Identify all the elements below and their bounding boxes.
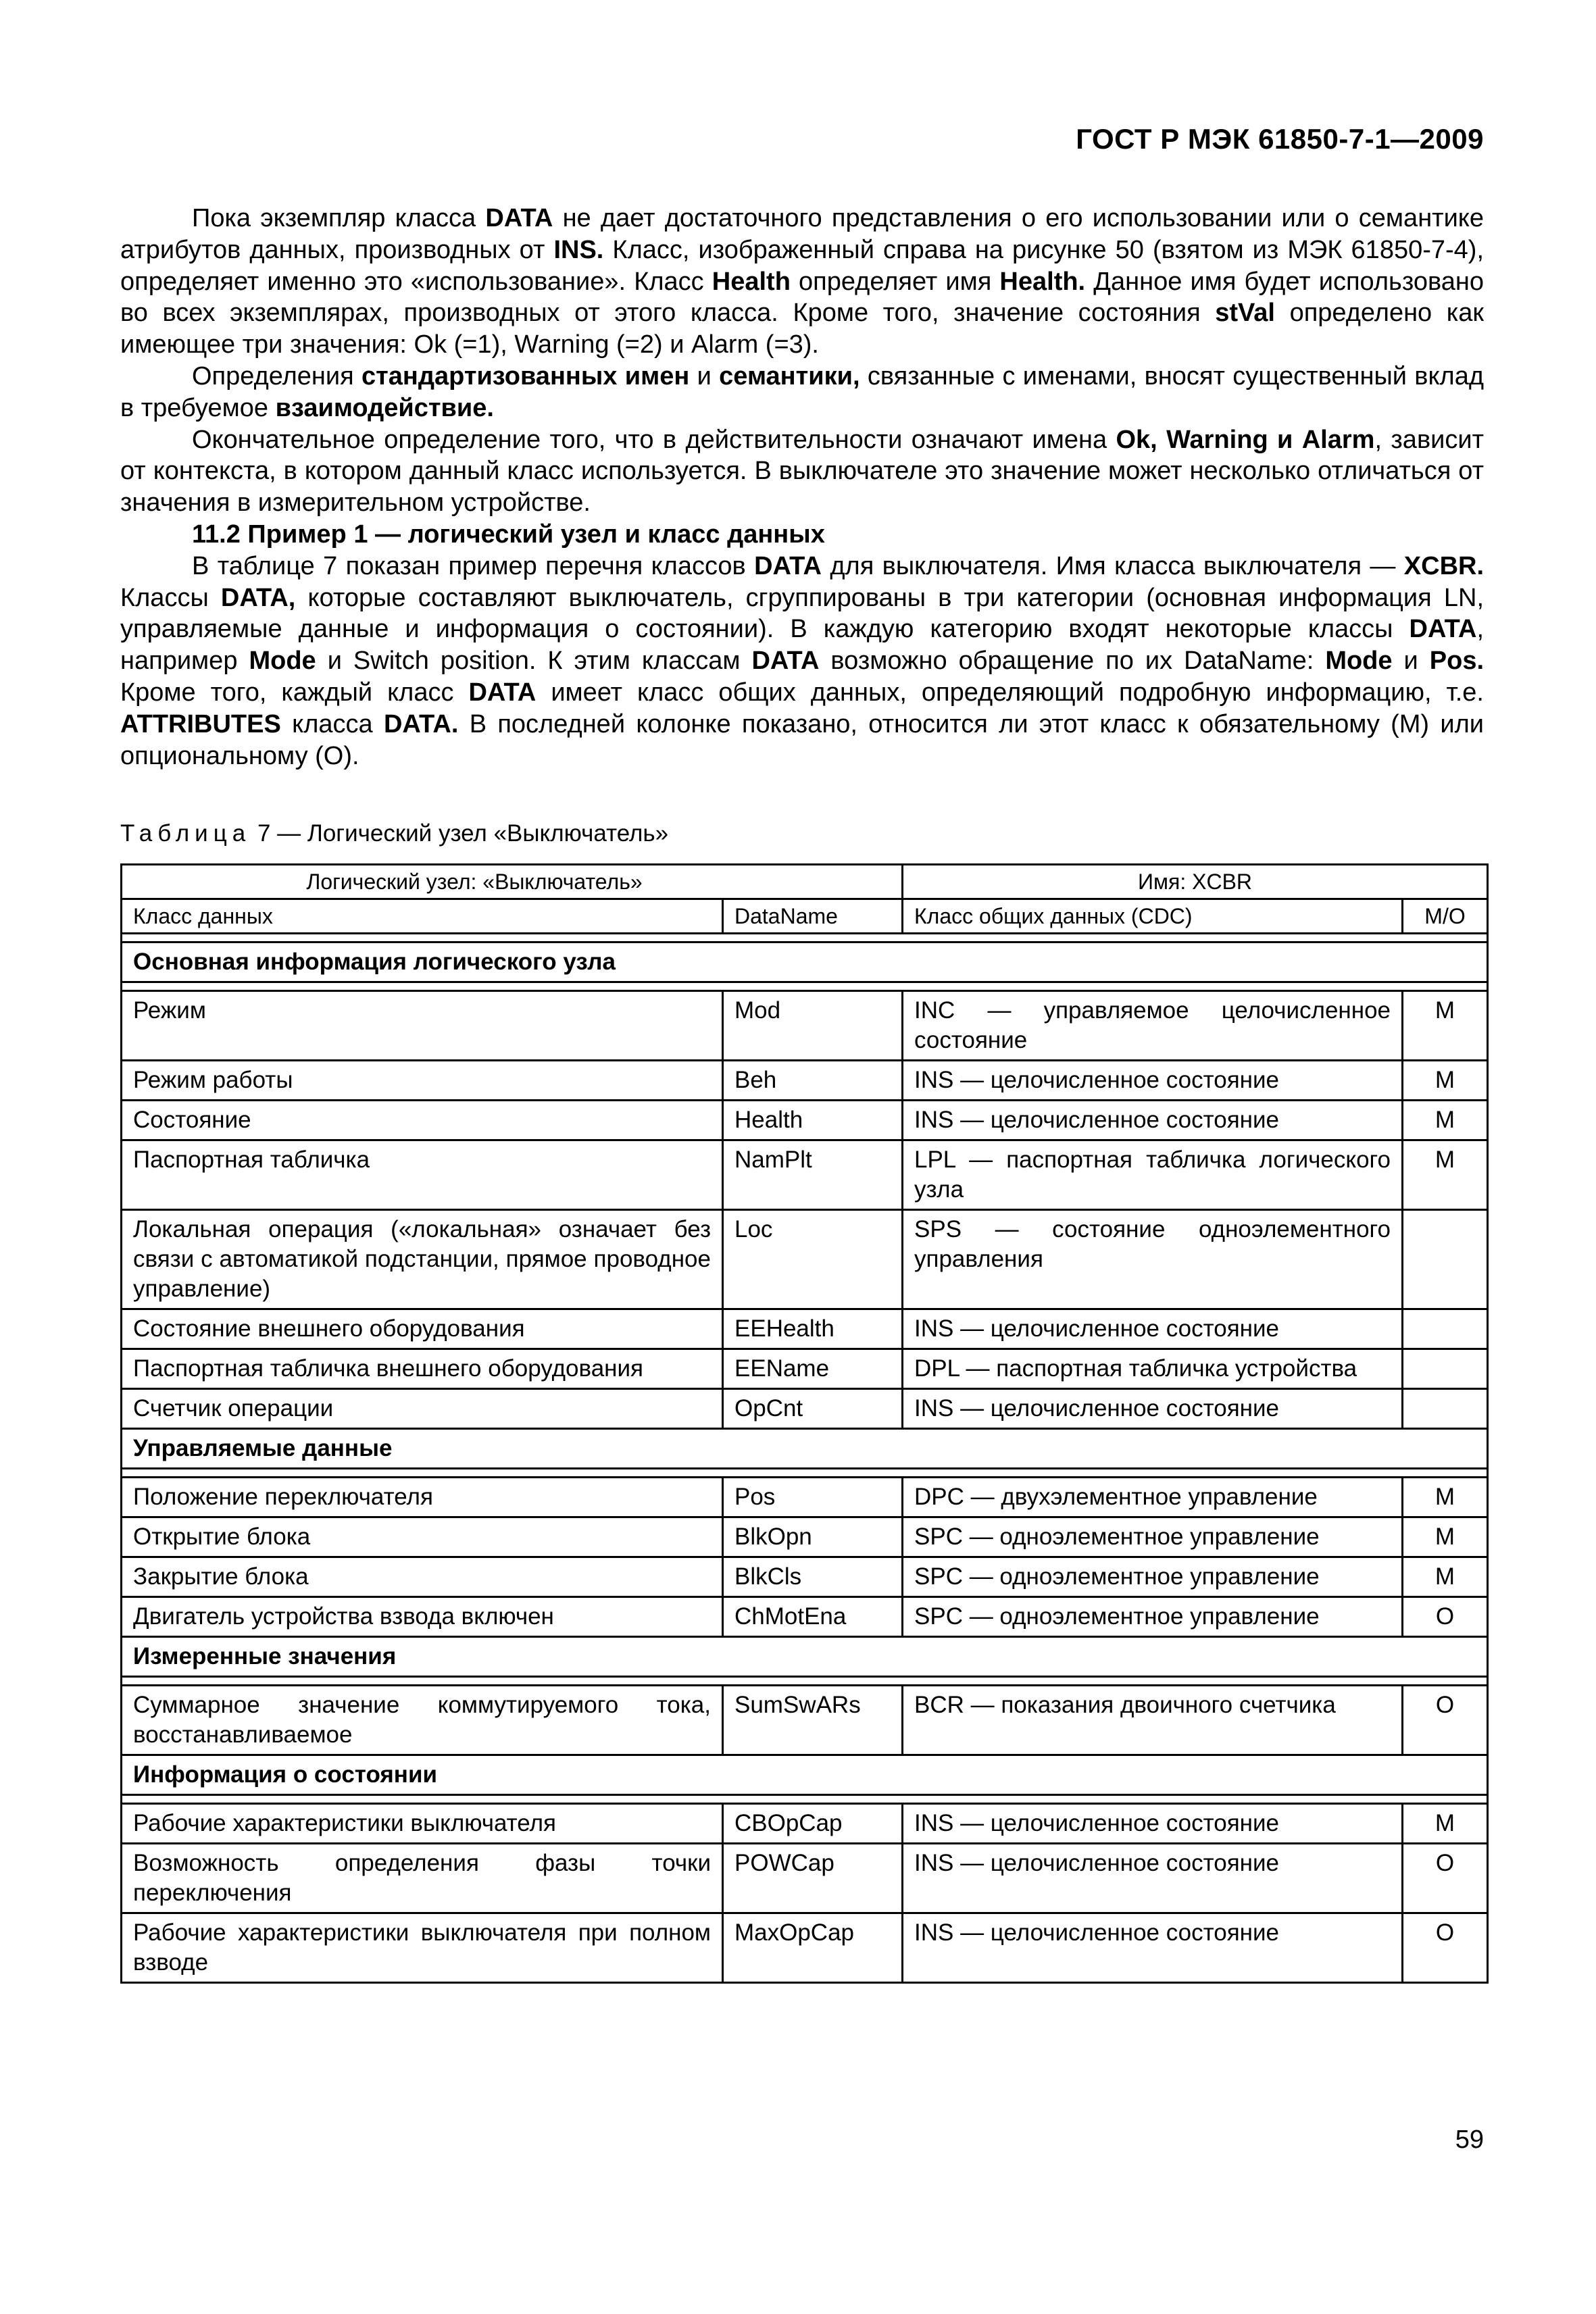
text-run: и bbox=[1392, 647, 1430, 676]
cell-data-class: Режим bbox=[122, 991, 723, 1061]
cell-mo bbox=[1403, 1389, 1488, 1429]
table-row bbox=[122, 1389, 1488, 1429]
bold-run: DATA bbox=[751, 647, 820, 676]
paragraph-2 bbox=[120, 361, 1484, 424]
cell-cdc: INC — управляемое целочисленное состояние bbox=[903, 991, 1403, 1061]
cell-mo: M bbox=[1403, 1140, 1488, 1210]
bold-run: DATA, bbox=[220, 583, 296, 612]
cell-mo: O bbox=[1403, 1686, 1488, 1755]
cell-dataname: CBOpCap bbox=[723, 1804, 903, 1844]
cell-mo bbox=[1403, 1349, 1488, 1389]
cell-mo bbox=[1403, 1210, 1488, 1309]
cell-mo: M bbox=[1403, 1478, 1488, 1517]
table-row bbox=[122, 1061, 1488, 1101]
cell-cdc: INS — целочисленное состояние bbox=[903, 1913, 1403, 1983]
cell-data-class: Режим работы bbox=[122, 1061, 723, 1101]
text-run: которые составляют выключатель, сгруппированы в три категории (основная информация LN, управляемые данные и информация о состоянии). В каждую категорию входят некоторые классы bbox=[120, 583, 1485, 644]
table-row bbox=[122, 1349, 1488, 1389]
table-row bbox=[122, 1804, 1488, 1844]
cell-dataname: Health bbox=[723, 1101, 903, 1140]
cell-cdc: DPL — паспортная табличка устройства bbox=[903, 1349, 1403, 1389]
cell-data-class: Состояние внешнего оборудования bbox=[122, 1309, 723, 1349]
table-caption bbox=[120, 820, 668, 847]
cell-data-class: Паспортная табличка внешнего оборудования bbox=[122, 1349, 723, 1389]
cell-data-class: Открытие блока bbox=[122, 1517, 723, 1557]
cell-mo: M bbox=[1403, 1557, 1488, 1597]
cell-dataname: BlkCls bbox=[723, 1557, 903, 1597]
bold-run: стандартизованных имен bbox=[361, 361, 690, 391]
bold-run: DATA bbox=[468, 678, 537, 707]
text-run: определено как имеющее три значения: Ok (=1), Warning (=2) и Alarm (=3). bbox=[120, 299, 1484, 359]
table-row bbox=[122, 991, 1488, 1061]
text-run: связанные с именами, вносят существенный вклад в требуемое bbox=[120, 361, 1485, 422]
table-row bbox=[122, 1557, 1488, 1597]
cell-data-class: Паспортная табличка bbox=[122, 1140, 723, 1210]
text-run: Определения bbox=[192, 361, 362, 391]
text-run: , зависит от контекста, в котором данный класс используется. В выключателе это значение может несколько отличаться от значения в измерительном устройстве. bbox=[120, 425, 1484, 518]
page-number: 59 bbox=[1455, 2126, 1484, 2154]
bold-run: XCBR. bbox=[1403, 551, 1485, 580]
logical-node-table bbox=[120, 863, 1489, 1984]
text-run: Кроме того, каждый класс bbox=[120, 678, 469, 707]
bold-run: stVal bbox=[1215, 299, 1275, 328]
paragraph-1 bbox=[120, 203, 1484, 361]
bold-run: взаимодействие. bbox=[275, 393, 494, 422]
section-spacer bbox=[122, 1469, 1488, 1478]
bold-run: DATA bbox=[1409, 615, 1477, 644]
cell-data-class: Счетчик операции bbox=[122, 1389, 723, 1429]
cell-dataname: EEHealth bbox=[723, 1309, 903, 1349]
column-header-dataname: DataName bbox=[723, 899, 903, 934]
section-row bbox=[122, 1755, 1488, 1795]
cell-cdc: INS — целочисленное состояние bbox=[903, 1844, 1403, 1913]
cell-mo bbox=[1403, 1309, 1488, 1349]
cell-dataname: SumSwARs bbox=[723, 1686, 903, 1755]
cell-cdc: INS — целочисленное состояние bbox=[903, 1061, 1403, 1101]
cell-data-class: Рабочие характеристики выключателя bbox=[122, 1804, 723, 1844]
cell-mo: O bbox=[1403, 1597, 1488, 1637]
table-caption-text: 7 — Логический узел «Выключатель» bbox=[251, 820, 669, 847]
bold-run: Mode bbox=[1325, 647, 1393, 676]
cell-dataname: ChMotEna bbox=[723, 1597, 903, 1637]
cell-data-class: Рабочие характеристики выключателя при полном взводе bbox=[122, 1913, 723, 1983]
table-column-header-row bbox=[122, 899, 1488, 934]
section-title: Основная информация логического узла bbox=[122, 942, 1488, 982]
bold-run: INS. bbox=[553, 235, 604, 264]
bold-run: Health. bbox=[999, 267, 1086, 296]
cell-mo: M bbox=[1403, 1101, 1488, 1140]
section-spacer bbox=[122, 934, 1488, 942]
cell-dataname: POWCap bbox=[723, 1844, 903, 1913]
text-run: Пока экземпляр класса bbox=[192, 204, 486, 232]
section-row bbox=[122, 942, 1488, 982]
text-run: и bbox=[689, 361, 720, 391]
cell-dataname: Mod bbox=[723, 991, 903, 1061]
cell-data-class: Положение переключателя bbox=[122, 1478, 723, 1517]
table-row bbox=[122, 1913, 1488, 1983]
bold-run: ATTRIBUTES bbox=[120, 709, 281, 738]
column-header-cdc: Класс общих данных (CDC) bbox=[903, 899, 1403, 934]
text-run: Классы bbox=[120, 583, 221, 612]
cell-cdc: SPS — состояние одноэлементного управления bbox=[903, 1210, 1403, 1309]
table-row bbox=[122, 1210, 1488, 1309]
bold-run: DATA. bbox=[383, 709, 459, 738]
cell-dataname: NamPlt bbox=[723, 1140, 903, 1210]
cell-cdc: BCR — показания двоичного счетчика bbox=[903, 1686, 1403, 1755]
cell-mo: M bbox=[1403, 991, 1488, 1061]
text-run: Класс, изображенный справа на рисунке 50 (взятом из МЭК 61850-7-4), определяет именно это «использование». Класс bbox=[120, 235, 1485, 296]
cell-dataname: Pos bbox=[723, 1478, 903, 1517]
bold-run: Ok, Warning и Alarm bbox=[1116, 425, 1375, 454]
cell-mo: M bbox=[1403, 1061, 1488, 1101]
paragraph-4 bbox=[120, 551, 1484, 772]
section-title: Информация о состоянии bbox=[122, 1755, 1488, 1795]
table-row bbox=[122, 1597, 1488, 1637]
section-row bbox=[122, 1637, 1488, 1677]
cell-cdc: INS — целочисленное состояние bbox=[903, 1804, 1403, 1844]
cell-mo: O bbox=[1403, 1844, 1488, 1913]
cell-dataname: OpCnt bbox=[723, 1389, 903, 1429]
cell-mo: M bbox=[1403, 1517, 1488, 1557]
table-caption-word: Таблица bbox=[120, 820, 251, 847]
cell-cdc: SPC — одноэлементное управление bbox=[903, 1597, 1403, 1637]
cell-cdc: LPL — паспортная табличка логического узла bbox=[903, 1140, 1403, 1210]
table-row bbox=[122, 1844, 1488, 1913]
cell-data-class: Двигатель устройства взвода включен bbox=[122, 1597, 723, 1637]
document-header: ГОСТ Р МЭК 61850-7-1—2009 bbox=[1076, 123, 1484, 155]
node-name-label: Имя: XCBR bbox=[903, 865, 1488, 899]
text-run: не дает достаточного представления о его использовании или о семантике атрибутов данных, производных от bbox=[120, 204, 1484, 264]
section-heading: 11.2 Пример 1 — логический узел и класс данных bbox=[192, 520, 825, 549]
text-run: возможно обращение по их DataName: bbox=[819, 647, 1326, 676]
paragraph-3 bbox=[120, 424, 1484, 519]
text-run: имеет класс общих данных, определяющий подробную информацию, т.е. bbox=[536, 678, 1484, 707]
text-run: В таблице 7 показан пример перечня классов bbox=[192, 551, 755, 580]
cell-data-class: Локальная операция («локальная» означает без связи с автоматикой подстанции, прямое проводное управление) bbox=[122, 1210, 723, 1309]
text-run: Данное имя будет использовано во всех экземплярах, производных от этого класса. Кроме того, значение состояния bbox=[120, 267, 1484, 328]
logical-node-label: Логический узел: «Выключатель» bbox=[122, 865, 903, 899]
table-row bbox=[122, 1101, 1488, 1140]
cell-data-class: Закрытие блока bbox=[122, 1557, 723, 1597]
text-run: и Switch position. К этим классам bbox=[316, 647, 752, 676]
cell-mo: O bbox=[1403, 1913, 1488, 1983]
cell-cdc: SPC — одноэлементное управление bbox=[903, 1517, 1403, 1557]
table-top-header-row bbox=[122, 865, 1488, 899]
text-run: Окончательное определение того, что в действительности означают имена bbox=[192, 425, 1116, 454]
table-row bbox=[122, 1478, 1488, 1517]
cell-dataname: EEName bbox=[723, 1349, 903, 1389]
cell-cdc: INS — целочисленное состояние bbox=[903, 1389, 1403, 1429]
table-row bbox=[122, 1309, 1488, 1349]
section-title: Измеренные значения bbox=[122, 1637, 1488, 1677]
body-text bbox=[120, 203, 1484, 772]
text-run: определяет имя bbox=[790, 267, 1000, 296]
section-row bbox=[122, 1429, 1488, 1469]
cell-dataname: Loc bbox=[723, 1210, 903, 1309]
cell-dataname: Beh bbox=[723, 1061, 903, 1101]
section-spacer bbox=[122, 982, 1488, 991]
cell-dataname: MaxOpCap bbox=[723, 1913, 903, 1983]
bold-run: семантики, bbox=[719, 361, 860, 391]
bold-run: Mode bbox=[249, 647, 316, 676]
bold-run: Pos. bbox=[1429, 647, 1485, 676]
text-run: , например bbox=[120, 615, 1484, 676]
section-spacer bbox=[122, 1677, 1488, 1686]
cell-data-class: Состояние bbox=[122, 1101, 723, 1140]
column-header-mo: M/O bbox=[1403, 899, 1488, 934]
text-run: В последней колонке показано, относится ли этот класс к обязательному (M) или опциональному (O). bbox=[120, 709, 1485, 770]
table-row bbox=[122, 1686, 1488, 1755]
column-header-data-class: Класс данных bbox=[122, 899, 723, 934]
text-run: для выключателя. Имя класса выключателя — bbox=[821, 551, 1404, 580]
bold-run: DATA bbox=[754, 551, 822, 580]
text-run: класса bbox=[280, 709, 384, 738]
section-spacer bbox=[122, 1795, 1488, 1804]
cell-dataname: BlkOpn bbox=[723, 1517, 903, 1557]
bold-run: Health bbox=[712, 267, 791, 296]
cell-cdc: SPC — одноэлементное управление bbox=[903, 1557, 1403, 1597]
cell-mo: M bbox=[1403, 1804, 1488, 1844]
section-title: Управляемые данные bbox=[122, 1429, 1488, 1469]
cell-cdc: INS — целочисленное состояние bbox=[903, 1309, 1403, 1349]
bold-run: DATA bbox=[485, 204, 553, 232]
table-row bbox=[122, 1140, 1488, 1210]
cell-data-class: Возможность определения фазы точки переключения bbox=[122, 1844, 723, 1913]
cell-cdc: INS — целочисленное состояние bbox=[903, 1101, 1403, 1140]
table-row bbox=[122, 1517, 1488, 1557]
cell-cdc: DPC — двухэлементное управление bbox=[903, 1478, 1403, 1517]
cell-data-class: Суммарное значение коммутируемого тока, восстанавливаемое bbox=[122, 1686, 723, 1755]
